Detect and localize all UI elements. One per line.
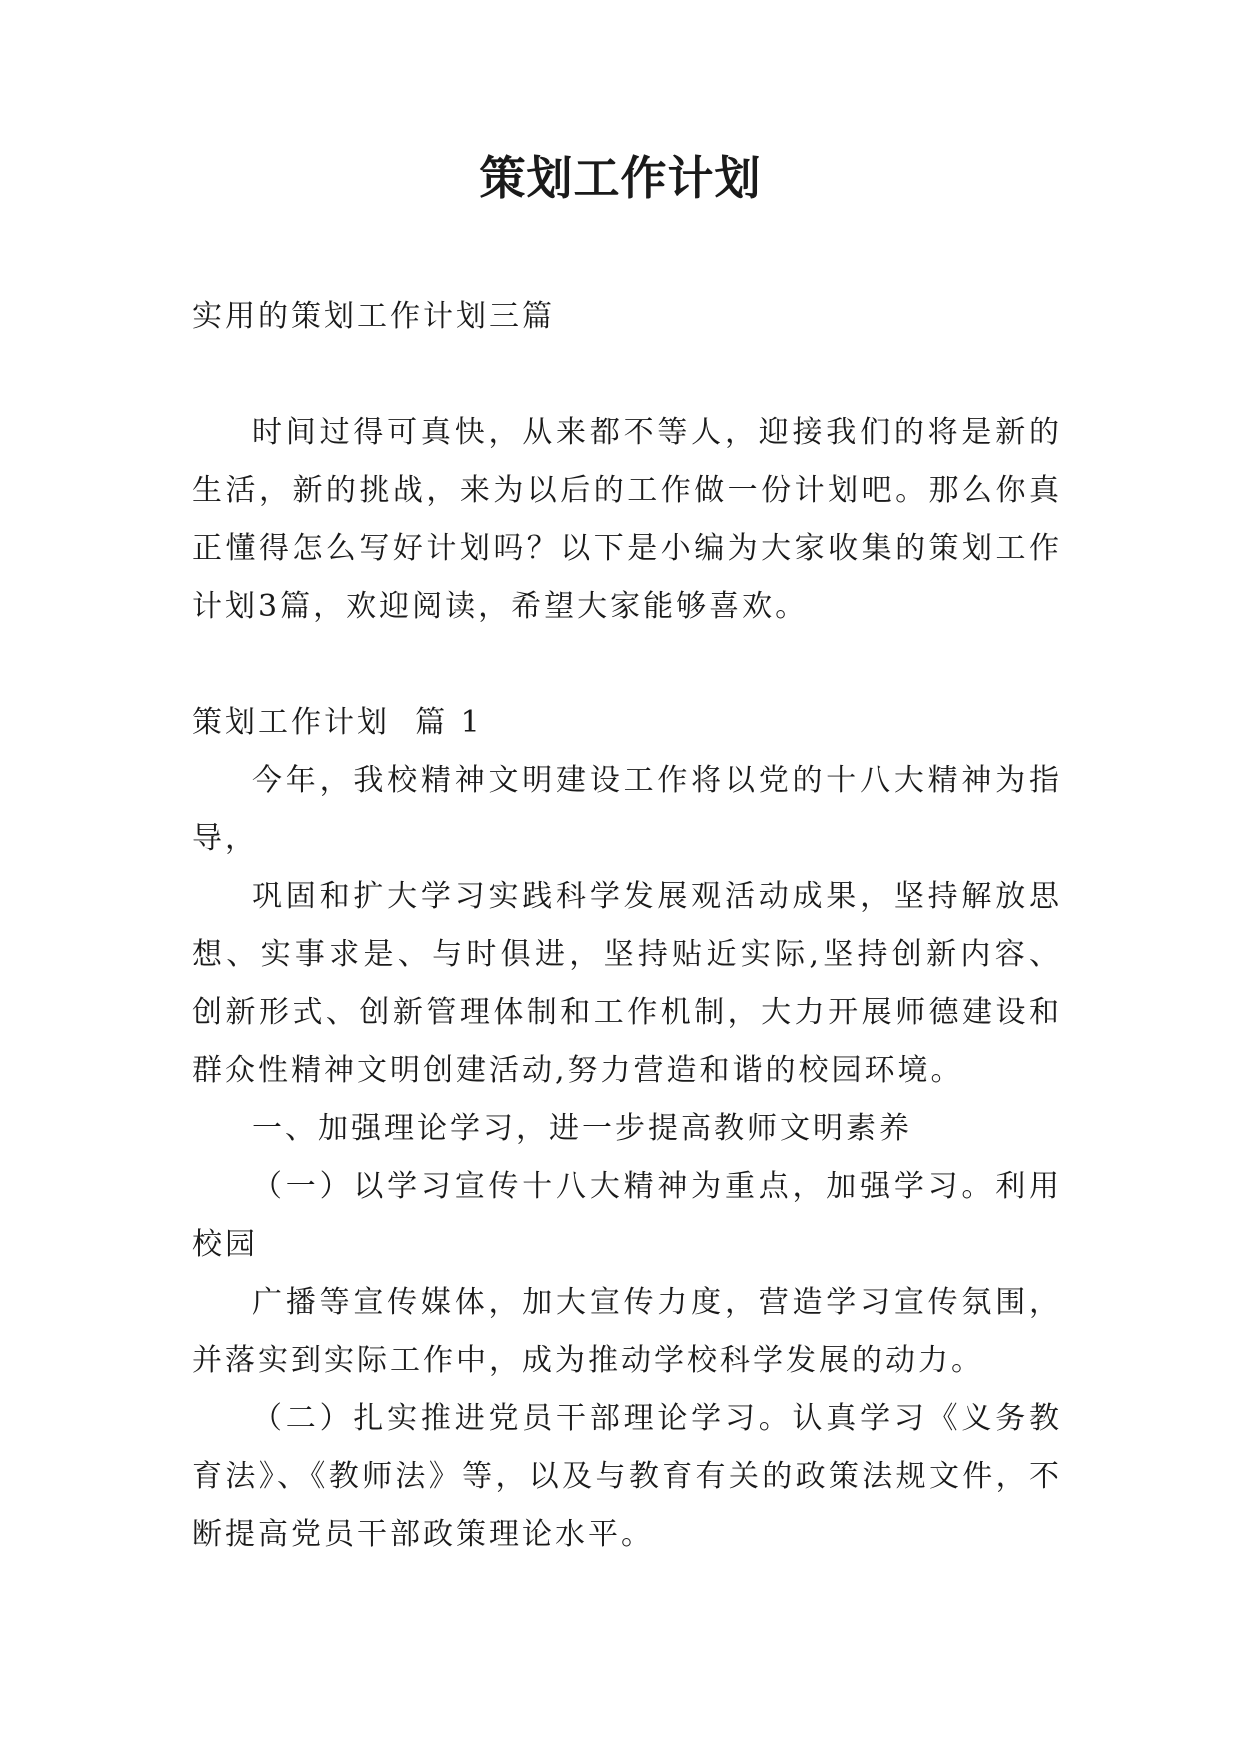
body-paragraph: （二）扎实推进党员干部理论学习。认真学习《义务教育法》、《教师法》等，以及与教育有关的政策法规文件，不断提高党员干部政策理论水平。 <box>192 1401 1062 1552</box>
intro-paragraph: 时间过得可真快，从来都不等人，迎接我们的将是新的生活，新的挑战，来为以后的工作做一份计划吧。那么你真正懂得怎么写好计划吗？以下是小编为大家收集的策划工作计划3篇，欢迎阅读，希望大家能够喜欢。 <box>192 415 1062 624</box>
body-paragraph: 广播等宣传媒体，加大宣传力度，营造学习宣传氛围，并落实到实际工作中，成为推动学校科学发展的动力。 <box>192 1285 1062 1378</box>
document-title: 策划工作计划 <box>479 151 762 205</box>
body-paragraph: （一）以学习宣传十八大精神为重点，加强学习。利用校园 <box>192 1169 1062 1262</box>
body-paragraph: 巩固和扩大学习实践科学发展观活动成果，坚持解放思想、实事求是、与时俱进，坚持贴近实际,坚持创新内容、创新形式、创新管理体制和工作机制，大力开展师德建设和群众性精神文明创建活动,努力营造和谐的校园环境。 <box>192 879 1062 1088</box>
section-subheading: 一、加强理论学习，进一步提高教师文明素养 <box>252 1111 912 1146</box>
section-heading: 策划工作计划 篇 1 <box>192 705 483 740</box>
document-subtitle: 实用的策划工作计划三篇 <box>192 299 555 334</box>
document-body <box>192 288 1062 1564</box>
body-paragraph: 今年，我校精神文明建设工作将以党的十八大精神为指导， <box>192 763 1062 856</box>
